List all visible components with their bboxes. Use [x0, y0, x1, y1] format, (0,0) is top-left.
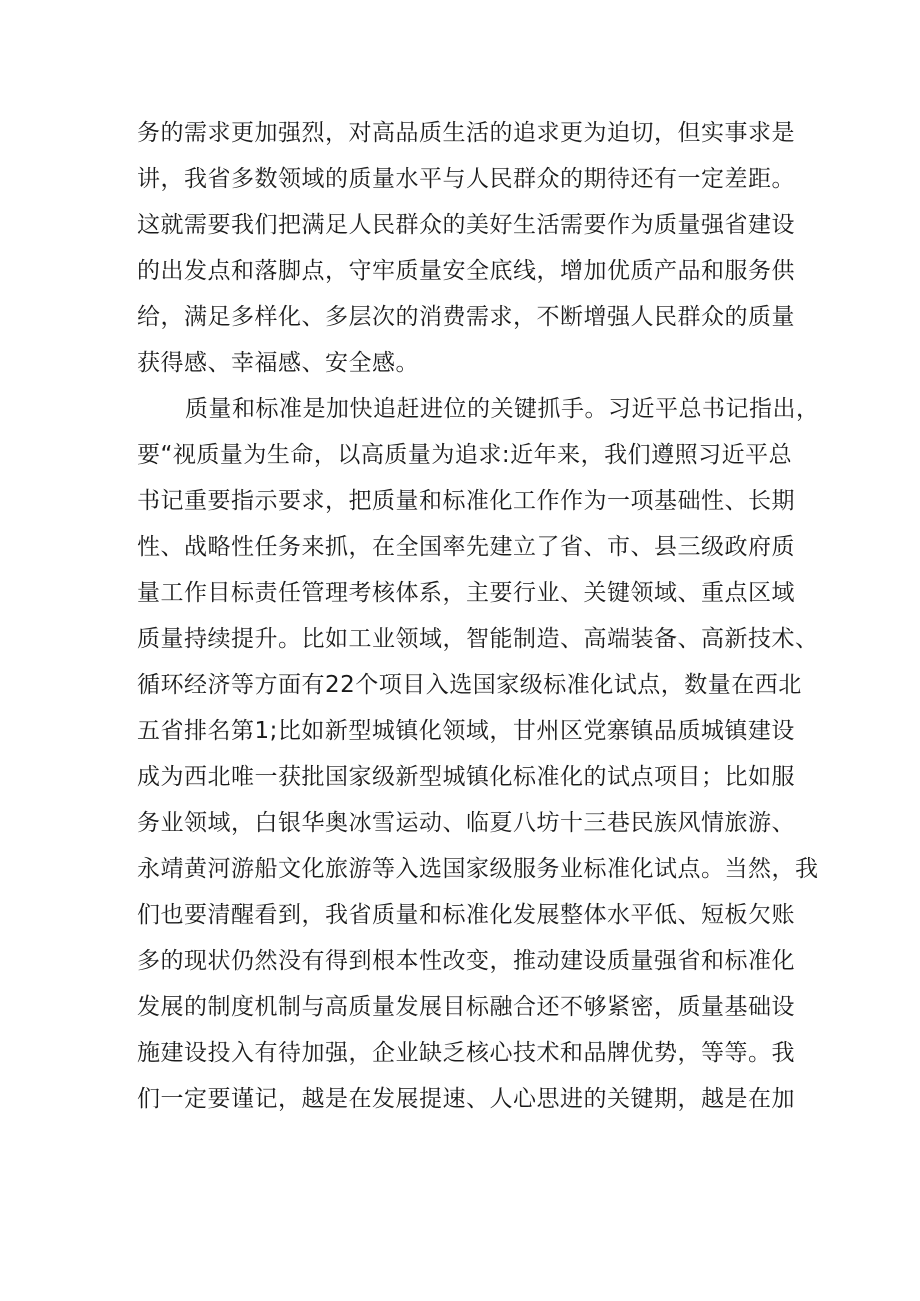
text-line: 们一定要谨记，越是在发展提速、人心思进的关键期，越是在加 — [137, 1086, 795, 1112]
text-line: 发展的制度机制与高质量发展目标融合还不够紧密，质量基础设 — [137, 994, 795, 1020]
text-line: 务的需求更加强烈，对高品质生活的追求更为迫切，但实事求是 — [137, 120, 795, 146]
text-line: 施建设投入有待加强，企业缺乏核心技术和品牌优势，等等。我 — [137, 1040, 795, 1066]
text-line: 讲，我省多数领域的质量水平与人民群众的期待还有一定差距。 — [137, 166, 795, 192]
text-line: 量工作目标责任管理考核体系，主要行业、关键领域、重点区域 — [137, 580, 795, 606]
text-line: 们也要清醒看到，我省质量和标准化发展整体水平低、短板欠账 — [137, 902, 795, 928]
document-body — [137, 110, 820, 1122]
text-line: 循环经济等方面有22个项目入选国家级标准化试点，数量在西北 — [137, 672, 802, 698]
text-line: 获得感、幸福感、安全感。 — [137, 350, 419, 376]
text-line: 质量持续提升。比如工业领域，智能制造、高端装备、高新技术、 — [137, 626, 819, 652]
paragraph-first-line: 质量和标准是加快追赶进位的关键抓手。习近平总书记指出， — [185, 396, 820, 422]
text-line: 多的现状仍然没有得到根本性改变，推动建设质量强省和标准化 — [137, 948, 795, 974]
text-line: 要“视质量为生命，以高质量为追求:近年来，我们遵照习近平总 — [137, 442, 793, 468]
text-line: 成为西北唯一获批国家级新型城镇化标准化的试点项目；比如服 — [137, 764, 795, 790]
text-line: 永靖黄河游船文化旅游等入选国家级服务业标准化试点。当然，我 — [137, 856, 819, 882]
text-line: 性、战略性任务来抓，在全国率先建立了省、市、县三级政府质 — [137, 534, 795, 560]
text-line: 务业领域，白银华奥冰雪运动、临夏八坊十三巷民族风情旅游、 — [137, 810, 795, 836]
text-line: 书记重要指示要求，把质量和标准化工作作为一项基础性、长期 — [137, 488, 795, 514]
text-line: 这就需要我们把满足人民群众的美好生活需要作为质量强省建设 — [137, 212, 795, 238]
text-line: 的出发点和落脚点，守牢质量安全底线，增加优质产品和服务供 — [137, 258, 795, 284]
text-line: 五省排名第1;比如新型城镇化领域，甘州区党寨镇品质城镇建设 — [137, 718, 795, 744]
text-line: 给，满足多样化、多层次的消费需求，不断增强人民群众的质量 — [137, 304, 795, 330]
